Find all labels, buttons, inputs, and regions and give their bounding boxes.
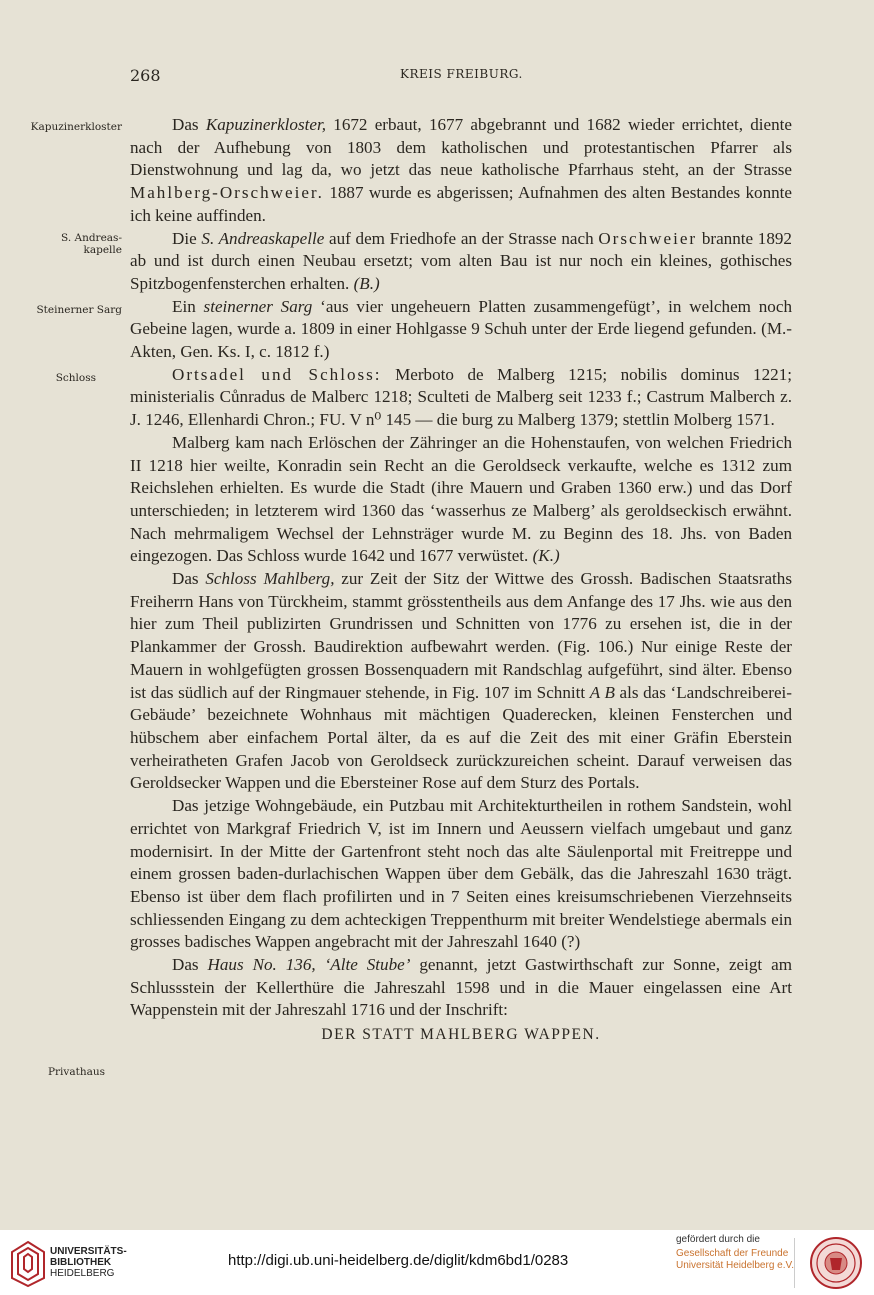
paragraph-steinerner-sarg: Ein steinerner Sarg ‘aus vier ungeheuern Platten zusammengefügt’, in welchem noch Gebeine lagen, wurde a. 1809 in einer Hohlgasse 9 Schuh unter der Erde liegend gefunden. (M.-Akten, Gen. Ks. I, c. 1812 f.) <box>130 296 792 362</box>
page-number: 268 <box>130 66 161 85</box>
paragraph-schloss-mahlberg: Das Schloss Mahlberg, zur Zeit der Sitz der Wittwe des Grossh. Badischen Staatsraths Freiherrn Hans von Türckheim, stammt grösstentheils aus dem Anfange des 17 Jhs. wie aus den hier zum Theil publizirten Grundrissen und Schnitten von 1776 zu ersehen ist, die in der Plankammer der Grossh. Baudirektion aufbewahrt werden. (Fig. 106.) Nur einige Reste der Mauern in wohlgefügten grossen Bossenquadern mit Randschlag aufgeführt, sind älter. Ebenso ist das südlich auf der Ringmauer stehende, in Fig. 107 im Schnitt A B als das ‘Landschreiberei-Gebäude’ bezeichnete Wohnhaus mit mächtigen Quaderecken, kleinen Fensterchen und hübschem aber einfachem Portal älter, da es auf die Zeit des mit einer Gräfin Eberstein verheiratheten Grafen Jacob von Geroldseck zurückzureichen scheint. Darauf verweisen das Geroldsecker Wappen und die Ebersteiner Rose auf dem Sturz des Portals. <box>130 569 793 793</box>
sponsor-name[interactable]: Gesellschaft der Freunde Universität Heidelberg e.V. <box>676 1248 795 1271</box>
page-header <box>130 66 790 86</box>
margin-note-privathaus: Privathaus <box>47 1066 105 1078</box>
paragraph-kapuzinerkloster: Das Kapuzinerkloster, 1672 erbaut, 1677 abgebrannt und 1682 wieder errichtet, diente nach der Aufhebung von 1803 dem katholischen und protestantischen Pfarrer als Dienstwohnung und lag da, wo jetzt das neue katholische Pfarrhaus steht, an der Strasse Mahlberg-Orschweier. 1887 wurde es abgerissen; Aufnahmen des alten Bestandes konnte ich keine auffinden. <box>130 115 793 225</box>
sponsor-label: gefördert durch die <box>676 1234 760 1245</box>
margin-note-schloss: Schloss <box>55 372 96 384</box>
footer-divider <box>794 1238 795 1288</box>
margin-note-steinerner-sarg: Steinerner Sarg <box>36 304 122 316</box>
inscription: DER STATT MAHLBERG WAPPEN. <box>321 1026 601 1044</box>
running-head: KREIS FREIBURG. <box>400 67 523 81</box>
margin-note-kapuzinerkloster: Kapuzinerkloster <box>30 121 122 133</box>
university-seal-icon <box>805 1236 867 1290</box>
ub-heidelberg-wordmark[interactable]: UNIVERSITÄTS- BIBLIOTHEK HEIDELBERG <box>50 1246 127 1279</box>
paragraph-ortsadel: Ortsadel und Schloss: Merboto de Malberg 1215; nobilis dominus 1221; ministerialis Cůnradus de Malberc 1218; Sculteti de Malberg seit 1233 f.; Castrum Malberch z. J. 1246, Ellenhardi Chron.; FU. V n⁰ 145 — die burg zu Malberg 1379; stettlin Molberg 1571. <box>130 364 792 430</box>
footer-bar <box>0 1230 874 1295</box>
body-text <box>130 114 792 1047</box>
permalink-url[interactable]: http://digi.ub.uni-heidelberg.de/diglit/kdm6bd1/0283 <box>228 1252 569 1269</box>
paragraph-wohngebaeude: Das jetzige Wohngebäude, ein Putzbau mit Architekturtheilen in rothem Sandstein, wohl errichtet von Markgraf Friedrich V, ist im Innern und Aeussern vielfach umgebaut und ganz modernisirt. In der Mitte der Gartenfront steht noch das alte Säulenportal mit Freitreppe und einem grossen baden-durlachischen Wappen über dem Gebälk, das die Jahreszahl 1630 trägt. Ebenso ist über dem flach profilirten und in 7 Seiten eines kreisumschriebenen Vierzehnseits schliessenden Eingang zu dem achteckigen Treppenthurm mit breiter Wendelstiege abermals ein grosses badisches Wappen angebracht mit der Jahreszahl 1640 (?) <box>130 796 792 952</box>
ub-heidelberg-logo-icon[interactable] <box>8 1238 48 1288</box>
margin-note-line: kapelle <box>83 244 122 256</box>
paragraph-andreaskapelle: Die S. Andreaskapelle auf dem Friedhofe an der Strasse nach Orschweier brannte 1892 ab und ist durch einen Neubau ersetzt; vom alten Bau ist nur noch ein kleines, gothisches Spitzbogenfensterchen erhalten. (B.) <box>130 228 792 293</box>
paragraph-haus-136: Das Haus No. 136, ‘Alte Stube’ genannt, jetzt Gastwirthschaft zur Sonne, zeigt am Schlussstein der Kellerthüre die Jahreszahl 1598 und in die Mauer eingelassen eine Art Wappenstein mit der Jahreszahl 1716 und der Inschrift: <box>130 955 792 1020</box>
margin-note-line: S. Andreas- <box>61 232 122 244</box>
margin-note-andreaskapelle <box>10 232 122 256</box>
paragraph-geschichte: Malberg kam nach Erlöschen der Zähringer an die Hohenstaufen, von welchen Friedrich II 1218 hier weilte, Konradin sein Recht an die Geroldseck verkaufte, welche es 1312 zum Reichslehen erhielten. Es wurde die Stadt (ihre Mauern und Graben 1360 erw.) und das Dorf unterschieden; in letzterem wird 1360 das ‘wasserhus ze Malberg’ als geroldseckisch erwähnt. Nach mehrmaligem Wechsel der Lehnsträger wurde M. zu Beginn des 18. Jhs. von Baden eingezogen. Das Schloss wurde 1642 und 1677 verwüstet. (K.) <box>130 432 792 566</box>
